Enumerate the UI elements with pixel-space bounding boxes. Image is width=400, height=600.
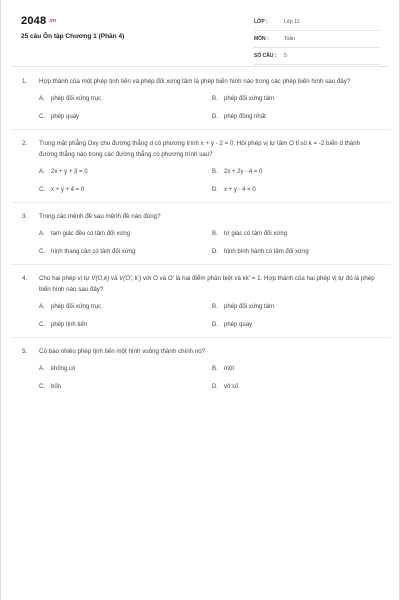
option-d[interactable] — [212, 186, 362, 194]
option-b[interactable] — [212, 303, 362, 311]
option-key: B. — [212, 96, 218, 102]
option-text: không có — [51, 366, 76, 372]
option-key: B. — [212, 231, 218, 237]
option-text: hình bình hành có tâm đối xứng — [224, 249, 309, 255]
option-key: A. — [39, 304, 45, 310]
option-b[interactable] — [212, 168, 362, 176]
question-text: Trong các mệnh đề sau mệnh đề nào đúng? — [39, 213, 161, 220]
meta-info — [254, 14, 380, 65]
option-key: A. — [39, 96, 45, 102]
option-key: B. — [212, 304, 218, 310]
option-c[interactable] — [39, 383, 212, 391]
option-key: A. — [39, 231, 45, 237]
question-3 — [1, 211, 400, 256]
question-2 — [1, 138, 400, 194]
option-key: B. — [212, 366, 218, 372]
option-text: 2x + y + 3 = 0 — [51, 169, 88, 175]
option-key: C. — [39, 114, 45, 120]
option-text: phép quay — [51, 114, 80, 120]
question-number: 3. — [22, 213, 28, 220]
answer-options — [39, 168, 400, 194]
meta-label: LỚP : — [254, 19, 268, 25]
option-b[interactable] — [212, 95, 362, 103]
option-text: phép đối xứng trục — [51, 304, 102, 310]
option-a[interactable] — [39, 365, 212, 373]
homothety-symbol-2: V(O', k') — [119, 275, 142, 282]
header-divider — [11, 66, 389, 67]
question-divider — [11, 202, 391, 203]
question-divider — [11, 337, 391, 338]
option-b[interactable] — [212, 365, 362, 373]
option-key: D. — [212, 384, 218, 390]
option-text: phép tịnh tiến — [51, 322, 88, 328]
question-number: 1. — [22, 78, 28, 85]
option-text: 2x + 2y - 4 = 0 — [224, 169, 263, 175]
option-c[interactable] — [39, 321, 212, 329]
question-divider — [11, 129, 391, 130]
option-text: phép quay — [224, 322, 253, 328]
option-d[interactable] — [212, 113, 362, 121]
option-text: phép đối xứng trục — [51, 96, 102, 102]
option-c[interactable] — [39, 248, 212, 256]
question-text-part: và — [109, 275, 120, 282]
question-number: 5. — [22, 348, 28, 355]
site-logo[interactable] — [21, 15, 56, 27]
question-text-wrap — [1, 273, 400, 295]
question-text-wrap — [1, 76, 400, 87]
homothety-symbol-1: V(O,k) — [91, 275, 110, 282]
meta-value: Toán — [284, 36, 295, 42]
option-key: D. — [212, 187, 218, 193]
question-divider — [11, 264, 391, 265]
option-text: phép đối xứng tâm — [224, 304, 275, 310]
option-b[interactable] — [212, 230, 362, 238]
option-key: A. — [39, 169, 45, 175]
question-number: 2. — [22, 140, 28, 147]
meta-value: Lớp 11 — [284, 19, 300, 25]
option-key: C. — [39, 187, 45, 193]
question-text: Trong mặt phẳng Oxy cho đường thẳng d có phương trình x + y - 2 = 0. Hỏi phép vị tự tâm O tỉ số k = -2 biến d thành đường thẳng nào trong các đường thẳng có phương trình sau? — [39, 140, 361, 158]
question-number: 4. — [22, 275, 28, 282]
option-c[interactable] — [39, 113, 212, 121]
option-a[interactable] — [39, 303, 212, 311]
option-a[interactable] — [39, 230, 212, 238]
meta-row-subject — [254, 31, 380, 48]
question-text: Hợp thành của một phép tịnh tiến và phép đối xứng tâm là phép biến hình nào trong các phép biến hình sau đây? — [39, 78, 351, 85]
answer-options — [39, 95, 400, 121]
option-key: C. — [39, 322, 45, 328]
question-list — [1, 76, 400, 391]
option-d[interactable] — [212, 248, 362, 256]
option-text: tứ giác có tâm đối xứng — [224, 231, 288, 237]
option-a[interactable] — [39, 168, 212, 176]
question-4 — [1, 273, 400, 329]
question-text-part: với O và O' là hai điểm phân biệt và kk' = 1. Hợp thành của hai phép vị tự đó là phép biến hình nào sau đây? — [39, 275, 375, 293]
meta-row-count — [254, 48, 380, 65]
answer-options — [39, 365, 400, 391]
question-5 — [1, 346, 400, 391]
option-key: A. — [39, 366, 45, 372]
question-text-wrap — [1, 346, 400, 357]
question-text-wrap — [1, 211, 400, 222]
option-key: C. — [39, 249, 45, 255]
option-text: bốn — [51, 384, 62, 390]
option-text: x + y - 4 = 0 — [224, 187, 256, 193]
option-a[interactable] — [39, 95, 212, 103]
option-text: x + y + 4 = 0 — [51, 187, 85, 193]
option-text: hình thang cân có tâm đối xứng — [51, 249, 136, 255]
option-key: D. — [212, 114, 218, 120]
meta-label: MÔN : — [254, 36, 269, 42]
meta-label: SỐ CÂU : — [254, 53, 277, 59]
option-text: tam giác đều có tâm đối xứng — [51, 231, 131, 237]
answer-options — [39, 230, 400, 256]
question-text-wrap — [1, 138, 400, 160]
option-key: C. — [39, 384, 45, 390]
worksheet-header — [1, 0, 399, 64]
logo-domain: .vn — [48, 18, 57, 25]
question-text: Có bao nhiêu phép tịnh tiến một hình vuông thành chính nó? — [39, 348, 206, 355]
option-c[interactable] — [39, 186, 212, 194]
answer-options — [39, 303, 400, 329]
meta-value: 5 — [284, 53, 287, 59]
option-text: phép đồng nhất — [224, 114, 266, 120]
question-text-part: Cho hai phép vị tự — [39, 275, 92, 282]
logo-text: 2048 — [21, 15, 47, 27]
option-key: D. — [212, 249, 218, 255]
question-1 — [1, 76, 400, 121]
page-title: 25 câu Ôn tập Chương 1 (Phần 4) — [21, 33, 125, 40]
option-text: một — [224, 366, 235, 372]
option-text: vô số — [224, 384, 239, 390]
option-text: phép đối xứng tâm — [224, 96, 275, 102]
meta-row-class — [254, 14, 380, 31]
option-key: D. — [212, 322, 218, 328]
option-d[interactable] — [212, 321, 362, 329]
option-d[interactable] — [212, 383, 362, 391]
option-key: B. — [212, 169, 218, 175]
